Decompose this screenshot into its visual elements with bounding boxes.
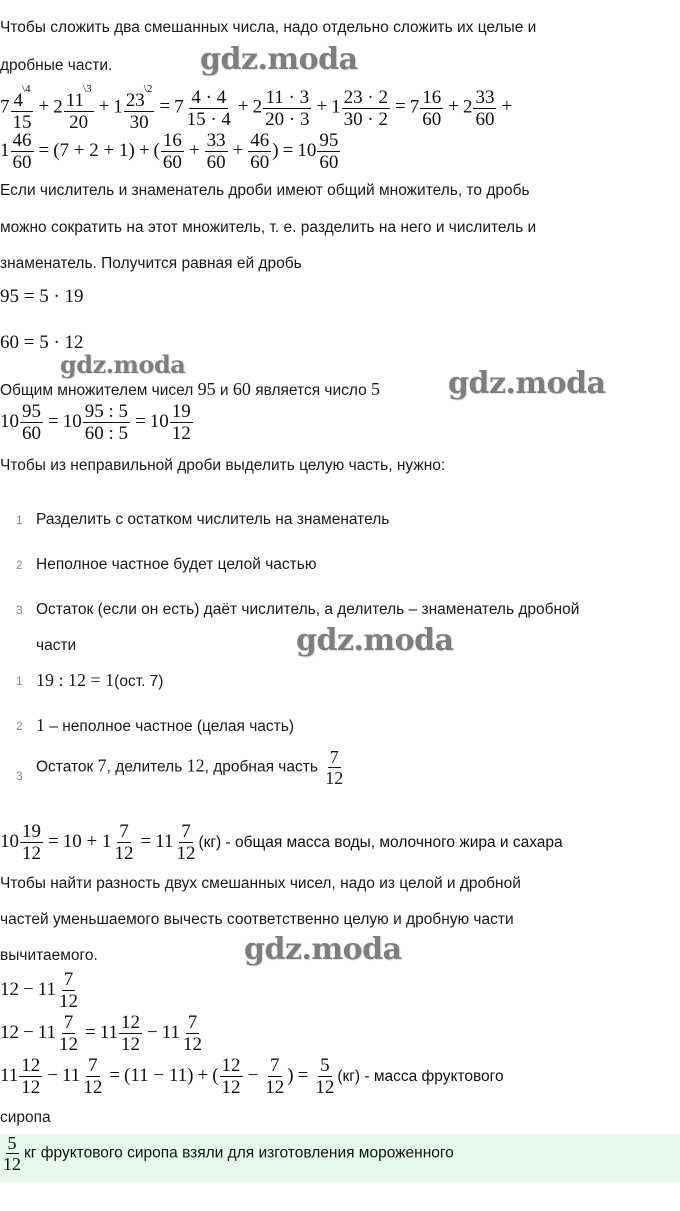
common-factor-line: [0, 380, 380, 399]
rule-3-number: 3: [16, 603, 23, 617]
diff-eq-3: 11 $\frac{12}{12}$ − 11 $\frac{7}{12}$ = (11 − 11) + ( $\frac{12}{12}$ − $\frac{7}{12}$ ) = $\frac{5}{12}$ (кг) - масса фруктового: [0, 1055, 504, 1098]
sum-equation-line-1: 7 $\frac{4^{\backslash 4}}{15}$ + 2 $\frac{11^{\backslash 3}}{20}$ + 1 $\frac{23^{\backslash 2}}{30}$ = 7 $\frac{4 \cdot 4}{15 \cdot 4}$ + 2 $\frac{11 \cdot 3}{20 \cdot 3}$ + 1 $\frac{23 \cdot 2}{30 \cdot 2}$ = 7 $\frac{16}{60}$ + 2 $\frac{33}{60}$ +: [0, 83, 513, 133]
diff-line-2: частей уменьшаемого вычесть соответственно целую и дробную части: [0, 911, 514, 928]
rule-1-number: 1: [16, 513, 23, 527]
intro-line-1: Чтобы сложить два смешанных числа, надо отдельно сложить их целые и: [0, 19, 537, 36]
result-unit-cont: сиропа: [0, 1109, 51, 1126]
watermark-logo: gdz.moda: [244, 932, 402, 967]
step-2-val: 1: [36, 715, 45, 735]
step-1: [36, 670, 163, 691]
watermark-logo: gdz.moda: [296, 623, 454, 658]
rule-1-text: Разделить с остатком числитель на знаменатель: [36, 511, 390, 528]
factor-60: 60 = 5 · 12: [0, 332, 84, 353]
step-3-c: дробная часть: [213, 758, 318, 776]
factor-95: 95 = 5 · 19: [0, 286, 84, 307]
watermark-logo: gdz.moda: [200, 42, 358, 77]
step-3-b: делитель: [115, 758, 183, 776]
diff-line-3: вычитаемого.: [0, 947, 98, 964]
step-1-rest: (ост. 7): [114, 673, 164, 690]
reduce-line-3: знаменатель. Получится равная ей дробь: [0, 255, 302, 272]
intro-line-2: дробные части.: [0, 57, 113, 74]
diff-eq-2: 12 − 11 $\frac{7}{12}$ = 11 $\frac{12}{12}$ − 11 $\frac{7}{12}$: [0, 1012, 203, 1055]
common-c: является число: [255, 382, 367, 399]
result-unit: (кг) - масса фруктового: [337, 1067, 504, 1085]
reduction-equation: 10 $\frac{95}{60}$ = 10 $\frac{95 : 5}{60 : 5}$ = 10 $\frac{19}{12}$: [0, 401, 191, 444]
improper-intro: Чтобы из неправильной дроби выделить целую часть, нужно:: [0, 457, 446, 474]
sum-equation-line-2: 1 $\frac{46}{60}$ = (7 + 2 + 1) + ( $\frac{16}{60}$ + $\frac{33}{60}$ + $\frac{46}{60}$ ) = 10 $\frac{95}{60}$: [0, 130, 339, 173]
common-a: Общим множителем чисел: [0, 382, 194, 399]
rule-2-text: Неполное частное будет целой частью: [36, 556, 317, 573]
num-95: 95: [197, 379, 216, 399]
step-3-a: Остаток: [36, 758, 94, 776]
step-3-rem: 7: [97, 755, 107, 776]
step-2-text: – неполное частное (целая часть): [49, 718, 295, 735]
rule-3-text-cont: части: [36, 637, 77, 654]
num-60: 60: [232, 379, 251, 399]
watermark-logo: gdz.moda: [60, 350, 186, 379]
num-5: 5: [371, 379, 381, 399]
step-1-expr: 19 : 12 = 1: [36, 670, 115, 690]
step-3-number: 3: [16, 769, 23, 783]
sum-unit: (кг) - общая масса воды, молочного жира и сахара: [198, 833, 563, 851]
step-2-number: 2: [16, 719, 23, 733]
watermark-logo: gdz.moda: [448, 366, 606, 401]
step-3-div: 12: [186, 755, 205, 776]
final-answer: $\frac{5}{12}$ кг фруктового сиропа взяли для изготовления мороженного: [3, 1133, 454, 1174]
reduce-line-1: Если числитель и знаменатель дроби имеют общий множитель, то дробь: [0, 182, 530, 199]
step-2: [36, 715, 294, 736]
reduce-line-2: можно сократить на этот множитель, т. е. разделить на него и числитель и: [0, 219, 537, 236]
step-3-frac: $\frac{7}{12}$: [325, 747, 344, 788]
rule-2-number: 2: [16, 558, 23, 572]
final-text: кг фруктового сиропа взяли для изготовления мороженного: [24, 1144, 454, 1162]
common-b: и: [219, 382, 229, 399]
rule-3-text: Остаток (если он есть) даёт числитель, а делитель – знаменатель дробной: [36, 601, 580, 618]
step-1-number: 1: [16, 674, 23, 688]
sum-result: 10 $\frac{19}{12}$ = 10 + 1 $\frac{7}{12}$ = 11 $\frac{7}{12}$ (кг) - общая масса воды, молочного жира и сахара: [0, 821, 563, 864]
diff-line-1: Чтобы найти разность двух смешанных чисел, надо из целой и дробной: [0, 875, 521, 892]
step-3: Остаток 7, делитель 12, дробная часть $\frac{7}{12}$: [36, 747, 344, 788]
diff-eq-1: 12 − 11 $\frac{7}{12}$: [0, 969, 79, 1012]
